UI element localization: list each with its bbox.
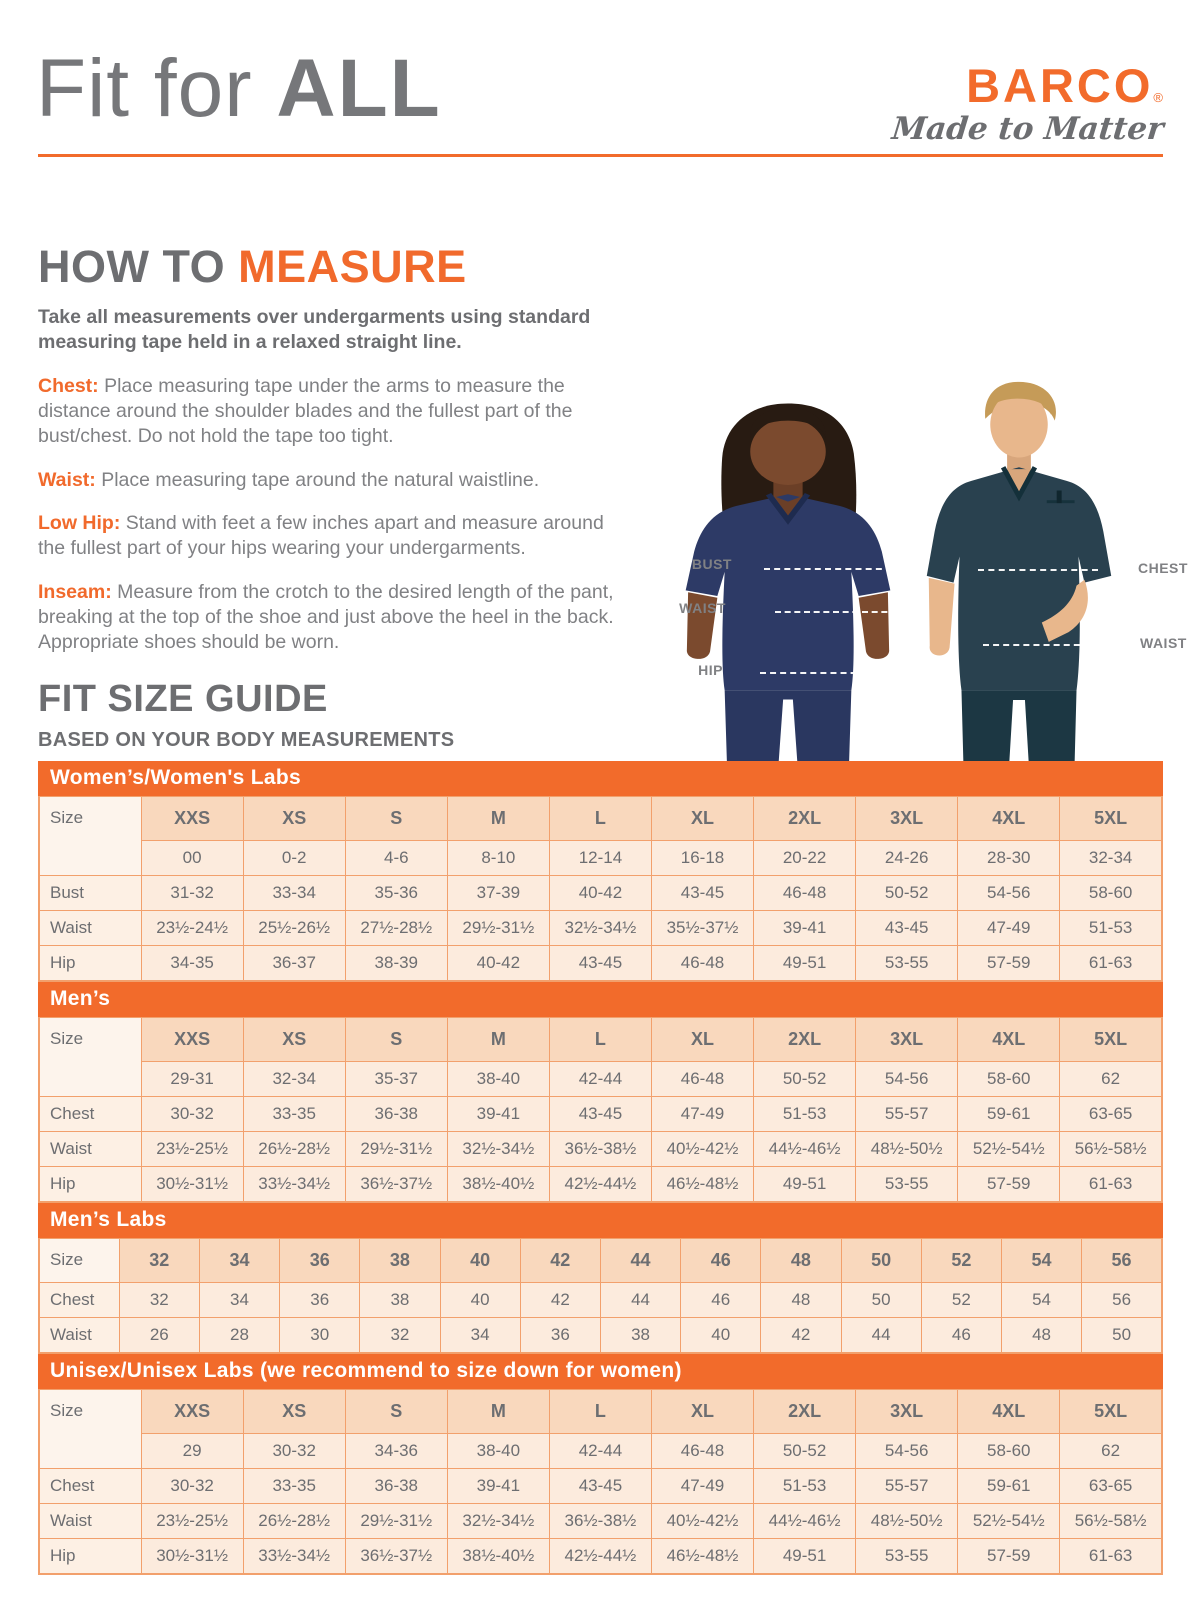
row-label: Bust [39, 876, 141, 911]
size-cell: 52½-54½ [958, 1504, 1060, 1539]
size-cell: 12-14 [549, 841, 651, 876]
table-band-label: Men’s [38, 982, 1163, 1017]
size-cell: 32½-34½ [447, 1132, 549, 1167]
col-header: 5XL [1060, 1018, 1162, 1062]
size-cell: 54-56 [856, 1062, 958, 1097]
table-row [39, 1318, 1162, 1354]
col-header: 34 [199, 1239, 279, 1283]
table-row [39, 1539, 1162, 1575]
size-cell: 38-40 [447, 1062, 549, 1097]
table-row [39, 1283, 1162, 1318]
measure-item-inseam [38, 580, 630, 656]
size-cell: 59-61 [958, 1469, 1060, 1504]
fit-size-guide-subtitle: BASED ON YOUR BODY MEASUREMENTS [38, 729, 455, 751]
size-cell: 37-39 [447, 876, 549, 911]
registered-mark: ® [1153, 90, 1163, 105]
col-header: 2XL [754, 1390, 856, 1434]
size-cell: 35-36 [345, 876, 447, 911]
size-cell: 54-56 [856, 1434, 958, 1469]
row-label: Hip [39, 1167, 141, 1203]
size-cell: 39-41 [447, 1469, 549, 1504]
col-header: 54 [1001, 1239, 1081, 1283]
table-row [39, 946, 1162, 982]
col-header: 3XL [856, 1018, 958, 1062]
size-cell: 38 [600, 1318, 680, 1354]
size-cell: 39-41 [447, 1097, 549, 1132]
size-cell: 46 [681, 1283, 761, 1318]
size-cell: 50-52 [856, 876, 958, 911]
size-cell: 33-35 [243, 1469, 345, 1504]
size-cell: 35½-37½ [651, 911, 753, 946]
size-cell: 43-45 [549, 1097, 651, 1132]
measure-intro: Take all measurements over undergarments using standard measuring tape held in a relaxed straight line. [38, 306, 591, 354]
table-row [39, 1097, 1162, 1132]
size-cell: 33-35 [243, 1097, 345, 1132]
table-row [39, 841, 1162, 876]
size-cell: 46-48 [651, 1434, 753, 1469]
size-cell: 40½-42½ [651, 1132, 753, 1167]
size-cell: 30 [280, 1318, 360, 1354]
size-cell: 44½-46½ [754, 1504, 856, 1539]
measure-text: Measure from the crotch to the desired length of the pant, breaking at the top of the shoe and just above the heel in the back. Appropriate shoes should be worn. [38, 580, 614, 654]
size-cell: 43-45 [549, 1469, 651, 1504]
measure-item-low-hip [38, 511, 630, 562]
measure-item-waist [38, 468, 630, 493]
size-table-block-mens [38, 982, 1163, 1203]
header-rule [38, 154, 1163, 157]
size-cell: 4-6 [345, 841, 447, 876]
size-cell: 30-32 [243, 1434, 345, 1469]
row-label: Waist [39, 1318, 119, 1354]
col-header: L [549, 1018, 651, 1062]
col-header: 40 [440, 1239, 520, 1283]
measure-term: Inseam: [38, 580, 112, 603]
how-to-measure-section [38, 241, 630, 674]
size-cell: 23½-25½ [141, 1504, 243, 1539]
size-cell: 34 [199, 1283, 279, 1318]
col-header: 46 [681, 1239, 761, 1283]
size-cell: 49-51 [754, 1167, 856, 1203]
col-header: S [345, 797, 447, 841]
size-cell: 57-59 [958, 1539, 1060, 1575]
size-cell: 48½-50½ [856, 1504, 958, 1539]
size-cell: 33½-34½ [243, 1167, 345, 1203]
row-label: Hip [39, 1539, 141, 1575]
size-cell: 28-30 [958, 841, 1060, 876]
size-cell: 63-65 [1060, 1469, 1162, 1504]
col-size-label: Size [39, 1390, 141, 1469]
size-cell: 40 [440, 1283, 520, 1318]
size-cell: 46-48 [754, 876, 856, 911]
size-cell: 59-61 [958, 1097, 1060, 1132]
size-cell: 32-34 [243, 1062, 345, 1097]
col-header: 56 [1082, 1239, 1162, 1283]
col-header: 5XL [1060, 1390, 1162, 1434]
size-cell: 42-44 [549, 1062, 651, 1097]
size-cell: 26 [119, 1318, 199, 1354]
measure-item-chest [38, 374, 630, 450]
size-cell: 24-26 [856, 841, 958, 876]
size-tables-container [38, 761, 1163, 1575]
size-cell: 49-51 [754, 946, 856, 982]
size-cell: 16-18 [651, 841, 753, 876]
col-header: M [447, 797, 549, 841]
size-cell: 61-63 [1060, 1167, 1162, 1203]
col-header: 42 [520, 1239, 600, 1283]
row-label: Waist [39, 1504, 141, 1539]
size-cell: 50 [1082, 1318, 1162, 1354]
size-cell: 44 [841, 1318, 921, 1354]
size-cell: 32 [119, 1283, 199, 1318]
col-header: 32 [119, 1239, 199, 1283]
size-cell: 51-53 [754, 1097, 856, 1132]
hip-measure-line [760, 672, 917, 674]
size-cell: 32½-34½ [549, 911, 651, 946]
col-header: XXS [141, 797, 243, 841]
size-cell: 42 [520, 1283, 600, 1318]
size-cell: 35-37 [345, 1062, 447, 1097]
size-table-block-unisex [38, 1354, 1163, 1575]
size-cell: 00 [141, 841, 243, 876]
col-header: 4XL [958, 797, 1060, 841]
size-cell: 42-44 [549, 1434, 651, 1469]
col-header: 3XL [856, 1390, 958, 1434]
size-cell: 38½-40½ [447, 1539, 549, 1575]
measure-term: Chest: [38, 374, 99, 397]
col-header: XXS [141, 1390, 243, 1434]
size-cell: 63-65 [1060, 1097, 1162, 1132]
table-band-label: Unisex/Unisex Labs (we recommend to size down for women) [38, 1354, 1163, 1389]
size-table-mens-labs [38, 1238, 1163, 1354]
size-cell: 36½-37½ [345, 1167, 447, 1203]
col-size-label: Size [39, 797, 141, 876]
size-cell: 36 [280, 1283, 360, 1318]
bust-measure-line [764, 568, 892, 570]
size-cell: 40 [681, 1318, 761, 1354]
size-cell: 46½-48½ [651, 1167, 753, 1203]
bust-label: BUST [691, 556, 732, 572]
col-header: XL [651, 1018, 753, 1062]
barco-logo [889, 59, 1165, 147]
size-cell: 42½-44½ [549, 1167, 651, 1203]
size-cell: 42½-44½ [549, 1539, 651, 1575]
table-band-label: Women’s/Women's Labs [38, 761, 1163, 796]
size-cell: 33-34 [243, 876, 345, 911]
size-cell: 27½-28½ [345, 911, 447, 946]
col-header: M [447, 1390, 549, 1434]
size-cell: 38-40 [447, 1434, 549, 1469]
size-cell: 55-57 [856, 1469, 958, 1504]
col-header: 4XL [958, 1018, 1060, 1062]
size-cell: 48 [1001, 1318, 1081, 1354]
size-cell: 50-52 [754, 1434, 856, 1469]
size-cell: 36 [520, 1318, 600, 1354]
size-cell: 34 [440, 1318, 520, 1354]
size-cell: 36-38 [345, 1097, 447, 1132]
size-cell: 30-32 [141, 1097, 243, 1132]
size-cell: 58-60 [958, 1434, 1060, 1469]
measure-text: Place measuring tape under the arms to measure the distance around the shoulder blades and the fullest part of the bust/chest. Do not hold the tape too tight. [38, 374, 573, 448]
size-cell: 52½-54½ [958, 1132, 1060, 1167]
size-cell: 26½-28½ [243, 1504, 345, 1539]
size-cell: 36-38 [345, 1469, 447, 1504]
col-header: 2XL [754, 1018, 856, 1062]
size-table-womens [38, 796, 1163, 982]
size-cell: 29-31 [141, 1062, 243, 1097]
row-label: Chest [39, 1283, 119, 1318]
size-cell: 43-45 [651, 876, 753, 911]
size-cell: 31-32 [141, 876, 243, 911]
size-cell: 62 [1060, 1062, 1162, 1097]
col-header: XS [243, 1018, 345, 1062]
size-cell: 25½-26½ [243, 911, 345, 946]
table-row [39, 1132, 1162, 1167]
size-cell: 38 [360, 1283, 440, 1318]
col-header: 52 [921, 1239, 1001, 1283]
row-label: Waist [39, 911, 141, 946]
size-cell: 34-35 [141, 946, 243, 982]
table-row [39, 1434, 1162, 1469]
col-size-label: Size [39, 1018, 141, 1097]
size-cell: 46 [921, 1318, 1001, 1354]
size-cell: 43-45 [856, 911, 958, 946]
page-title [36, 43, 442, 134]
size-cell: 53-55 [856, 1167, 958, 1203]
table-row [39, 1062, 1162, 1097]
col-header: 44 [600, 1239, 680, 1283]
man-waist-label: WAIST [1140, 635, 1187, 651]
size-cell: 34-36 [345, 1434, 447, 1469]
table-row [39, 911, 1162, 946]
size-cell: 51-53 [754, 1469, 856, 1504]
size-cell: 54 [1001, 1283, 1081, 1318]
col-header: XS [243, 1390, 345, 1434]
measure-term: Waist: [38, 468, 96, 491]
size-cell: 47-49 [958, 911, 1060, 946]
col-header: S [345, 1390, 447, 1434]
col-header: 2XL [754, 797, 856, 841]
size-cell: 56½-58½ [1060, 1504, 1162, 1539]
size-cell: 29½-31½ [345, 1132, 447, 1167]
size-table-block-mens-labs [38, 1203, 1163, 1354]
col-header: XL [651, 1390, 753, 1434]
size-cell: 36-37 [243, 946, 345, 982]
size-cell: 23½-24½ [141, 911, 243, 946]
size-cell: 28 [199, 1318, 279, 1354]
size-cell: 58-60 [958, 1062, 1060, 1097]
table-row [39, 876, 1162, 911]
size-cell: 49-51 [754, 1539, 856, 1575]
size-cell: 36½-37½ [345, 1539, 447, 1575]
size-cell: 40-42 [447, 946, 549, 982]
table-row [39, 1469, 1162, 1504]
row-label: Waist [39, 1132, 141, 1167]
col-header: 5XL [1060, 797, 1162, 841]
size-cell: 47-49 [651, 1097, 753, 1132]
size-cell: 51-53 [1060, 911, 1162, 946]
size-cell: 62 [1060, 1434, 1162, 1469]
size-cell: 30-32 [141, 1469, 243, 1504]
size-cell: 8-10 [447, 841, 549, 876]
size-cell: 29½-31½ [345, 1504, 447, 1539]
size-cell: 44½-46½ [754, 1132, 856, 1167]
size-cell: 43-45 [549, 946, 651, 982]
size-cell: 38½-40½ [447, 1167, 549, 1203]
col-header: 3XL [856, 797, 958, 841]
row-label: Hip [39, 946, 141, 982]
how-to-measure-title-orange: MEASURE [238, 241, 467, 292]
chest-label: CHEST [1138, 560, 1188, 576]
col-header: 50 [841, 1239, 921, 1283]
col-header: 38 [360, 1239, 440, 1283]
col-header: XL [651, 797, 753, 841]
size-cell: 53-55 [856, 946, 958, 982]
size-cell: 32½-34½ [447, 1504, 549, 1539]
fit-size-guide-title: FIT SIZE GUIDE [38, 678, 328, 720]
size-cell: 58-60 [1060, 876, 1162, 911]
size-cell: 40-42 [549, 876, 651, 911]
page-title-light: Fit for [36, 43, 253, 134]
col-size-label: Size [39, 1239, 119, 1283]
size-cell: 30½-31½ [141, 1167, 243, 1203]
size-table-unisex [38, 1389, 1163, 1575]
size-cell: 50-52 [754, 1062, 856, 1097]
size-cell: 57-59 [958, 946, 1060, 982]
size-table-block-womens [38, 761, 1163, 982]
size-cell: 47-49 [651, 1469, 753, 1504]
col-header: L [549, 1390, 651, 1434]
row-label: Chest [39, 1469, 141, 1504]
row-label: Chest [39, 1097, 141, 1132]
chest-measure-line [978, 569, 1098, 571]
size-cell: 30½-31½ [141, 1539, 243, 1575]
table-band-label: Men’s Labs [38, 1203, 1163, 1238]
size-cell: 23½-25½ [141, 1132, 243, 1167]
col-header: 36 [280, 1239, 360, 1283]
how-to-measure-title [38, 241, 630, 292]
size-cell: 20-22 [754, 841, 856, 876]
size-cell: 52 [921, 1283, 1001, 1318]
size-cell: 56½-58½ [1060, 1132, 1162, 1167]
size-cell: 40½-42½ [651, 1504, 753, 1539]
size-cell: 54-56 [958, 876, 1060, 911]
measure-text: Stand with feet a few inches apart and measure around the fullest part of your hips wearing your undergarments. [38, 512, 604, 560]
size-cell: 61-63 [1060, 1539, 1162, 1575]
size-cell: 39-41 [754, 911, 856, 946]
size-table-mens [38, 1017, 1163, 1203]
size-cell: 61-63 [1060, 946, 1162, 982]
size-cell: 38-39 [345, 946, 447, 982]
fit-size-guide-section [38, 678, 1163, 1575]
size-cell: 50 [841, 1283, 921, 1318]
col-header: 48 [761, 1239, 841, 1283]
size-cell: 48½-50½ [856, 1132, 958, 1167]
size-cell: 29 [141, 1434, 243, 1469]
col-header: S [345, 1018, 447, 1062]
col-header: XS [243, 797, 345, 841]
size-cell: 55-57 [856, 1097, 958, 1132]
size-cell: 48 [761, 1283, 841, 1318]
size-cell: 56 [1082, 1283, 1162, 1318]
size-cell: 57-59 [958, 1167, 1060, 1203]
hip-label: HIP [698, 662, 723, 678]
brand-tagline: Made to Matter [889, 111, 1165, 147]
size-cell: 32 [360, 1318, 440, 1354]
size-cell: 44 [600, 1283, 680, 1318]
measure-text: Place measuring tape around the natural waistline. [101, 468, 540, 491]
size-cell: 29½-31½ [447, 911, 549, 946]
col-header: 4XL [958, 1390, 1060, 1434]
table-row [39, 1167, 1162, 1203]
size-cell: 33½-34½ [243, 1539, 345, 1575]
col-header: L [549, 797, 651, 841]
woman-waist-measure-line [775, 611, 897, 613]
size-cell: 0-2 [243, 841, 345, 876]
col-header: M [447, 1018, 549, 1062]
table-row [39, 1504, 1162, 1539]
size-cell: 46½-48½ [651, 1539, 753, 1575]
measure-term: Low Hip: [38, 512, 121, 535]
page-title-bold: ALL [276, 43, 442, 134]
size-cell: 46-48 [651, 946, 753, 982]
barco-logo-text: BARCO [966, 59, 1154, 112]
size-cell: 26½-28½ [243, 1132, 345, 1167]
woman-waist-label: WAIST [679, 600, 726, 616]
how-to-measure-title-gray: HOW TO [38, 241, 226, 292]
size-cell: 46-48 [651, 1062, 753, 1097]
man-waist-measure-line [983, 644, 1100, 646]
size-cell: 36½-38½ [549, 1504, 651, 1539]
size-cell: 42 [761, 1318, 841, 1354]
size-cell: 53-55 [856, 1539, 958, 1575]
size-cell: 32-34 [1060, 841, 1162, 876]
size-cell: 36½-38½ [549, 1132, 651, 1167]
col-header: XXS [141, 1018, 243, 1062]
